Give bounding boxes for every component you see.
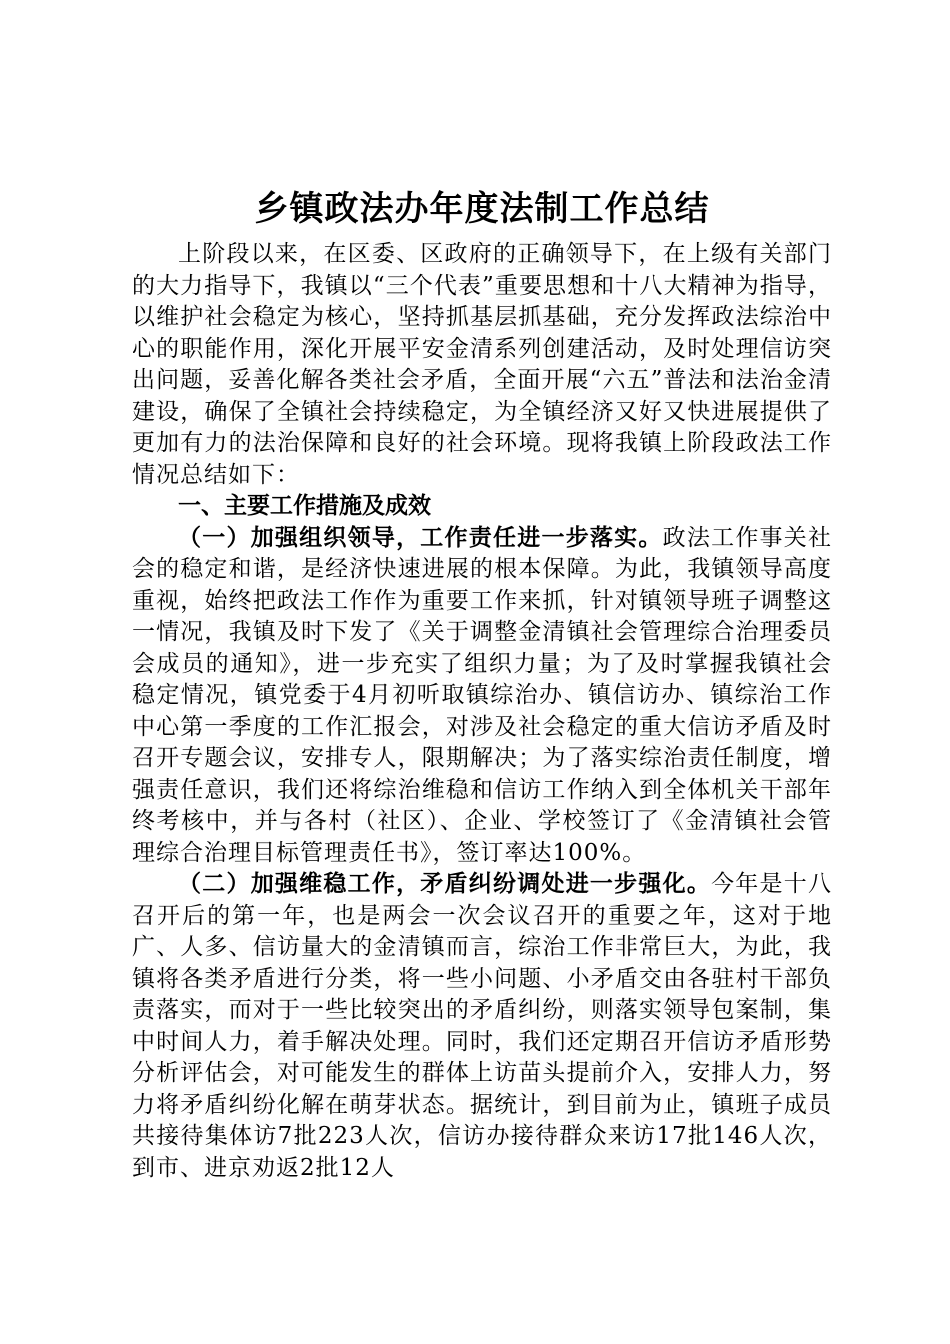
section-heading-main-measures: 一、主要工作措施及成效	[178, 493, 431, 519]
item-1-lead: （一）加强组织领导，工作责任进一步落实。	[178, 524, 663, 551]
document-title: 乡镇政法办年度法制工作总结	[254, 189, 710, 229]
document-page	[132, 185, 832, 1184]
intro-paragraph: 上阶段以来，在区委、区政府的正确领导下，在上级有关部门的大力指导下，我镇以“三个代表”重要思想和十八大精神为指导，以维护社会稳定为核心，坚持抓基层抓基础，充分发挥政法综治中心的职能作用，深化开展平安金清系列创建活动，及时处理信访突出问题，妥善化解各类社会矛盾，全面开展“六五”普法和法治金清建设，确保了全镇社会持续稳定，为全镇经济又好又快进展提供了更加有力的法治保障和良好的社会环境。现将我镇上阶段政法工作情况总结如下：	[132, 241, 832, 488]
item-2-body: 今年是十八召开后的第一年，也是两会一次会议召开的重要之年，这对于地广、人多、信访量大的金清镇而言，综治工作非常巨大，为此，我镇将各类矛盾进行分类，将一些小问题、小矛盾交由各驻村干部负责落实，而对于一些比较突出的矛盾纠纷，则落实领导包案制，集中时间人力，着手解决处理。同时，我们还定期召开信访矛盾形势分析评估会，对可能发生的群体上访苗头提前介入，安排人力，努力将矛盾纠纷化解在萌芽状态。据统计，到目前为止，镇班子成员共接待集体访7批223人次，信访办接待群众来访17批146人次，到市、进京劝返2批12人	[132, 871, 833, 1181]
paragraph-item-1	[132, 523, 832, 870]
paragraph-item-2	[132, 869, 832, 1184]
item-1-body: 政法工作事关社会的稳定和谐，是经济快速进展的根本保障。为此，我镇领导高度重视，始终把政法工作作为重要工作来抓，针对镇领导班子调整这一情况，我镇及时下发了《关于调整金清镇社会管理综合治理委员会成员的通知》，进一步充实了组织力量；为了及时掌握我镇社会稳定情况，镇党委于4月初听取镇综治办、镇信访办、镇综治工作中心第一季度的工作汇报会，对涉及社会稳定的重大信访矛盾及时召开专题会议，安排专人，限期解决；为了落实综治责任制度，增强责任意识，我们还将综治维稳和信访工作纳入到全体机关干部年终考核中，并与各村（社区）、企业、学校签订了《金清镇社会管理综合治理目标管理责任书》，签订率达100%。	[132, 524, 833, 866]
item-2-lead: （二）加强维稳工作，矛盾纠纷调处进一步强化。	[178, 871, 712, 897]
